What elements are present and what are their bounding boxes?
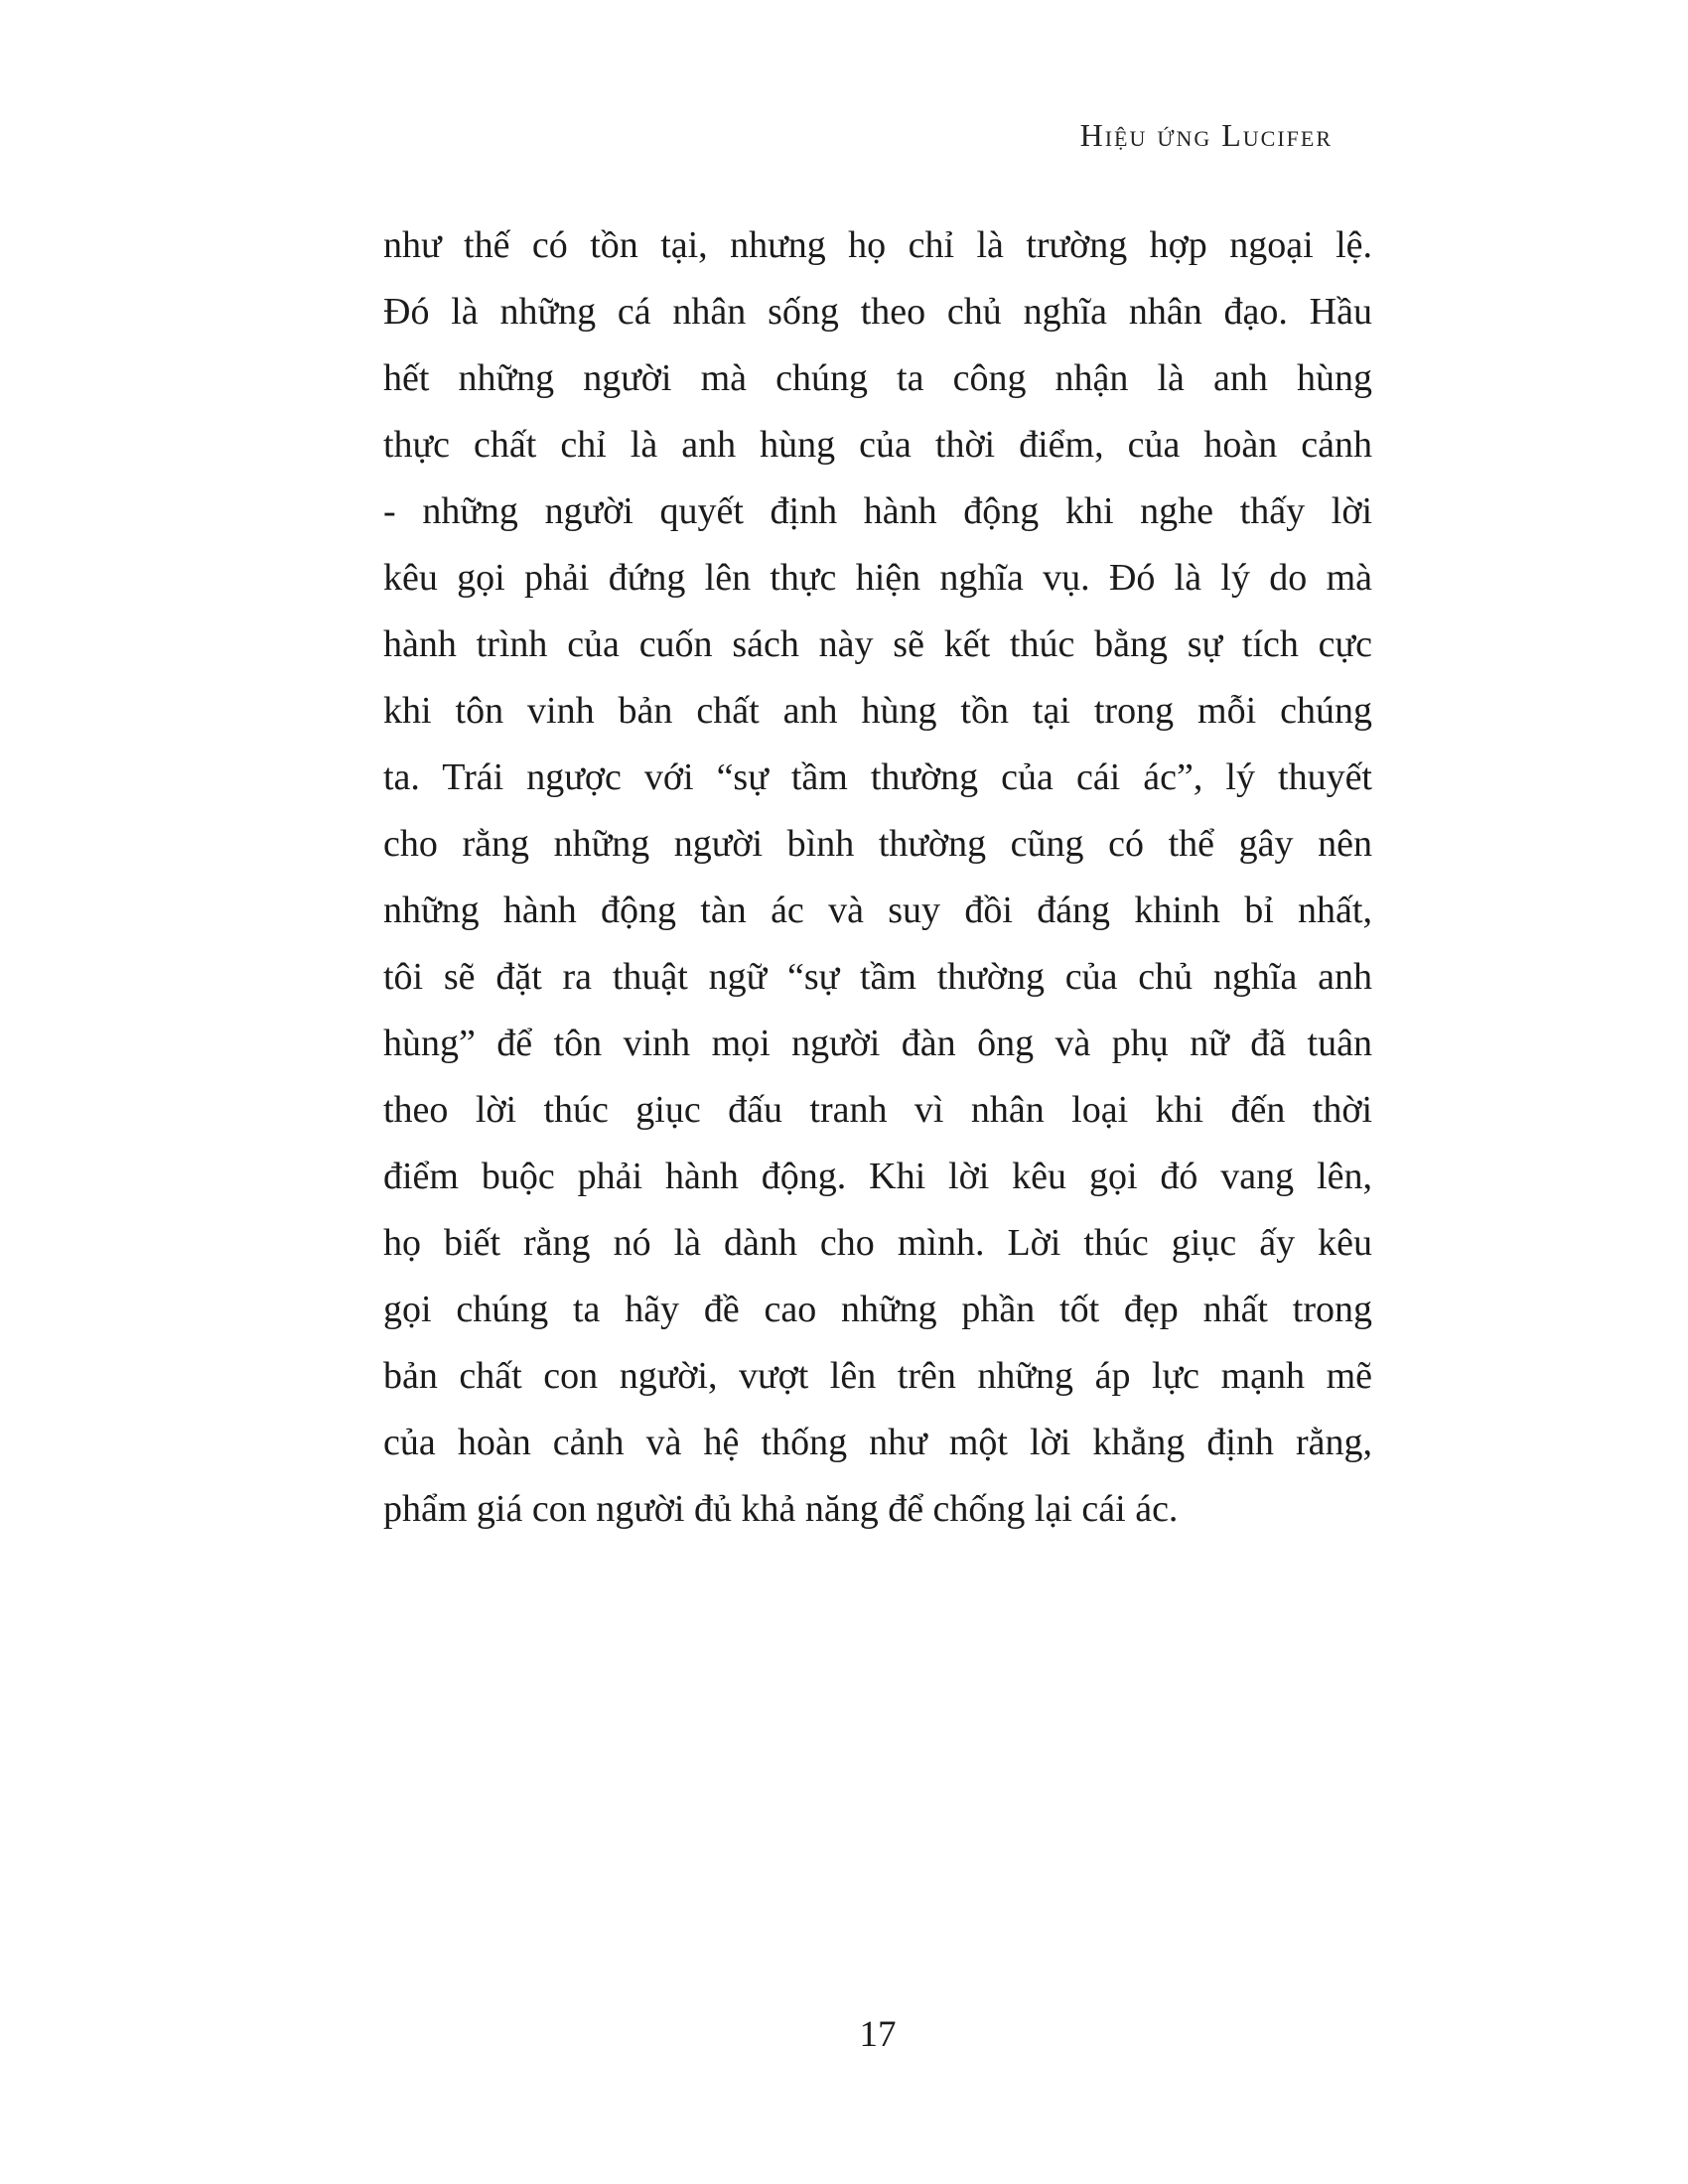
text-line: thực chất chỉ là anh hùng của thời điểm, của hoàn cảnh	[383, 424, 1372, 466]
body-paragraph	[383, 212, 1372, 1543]
text-line: cho rằng những người bình thường cũng có thể gây nên	[383, 823, 1372, 865]
text-line: như thế có tồn tại, nhưng họ chỉ là trường hợp ngoại lệ.	[383, 224, 1372, 266]
text-line: - những người quyết định hành động khi nghe thấy lời	[383, 490, 1372, 532]
text-line: phẩm giá con người đủ khả năng để chống lại cái ác.	[383, 1488, 1179, 1530]
text-line: hùng” để tôn vinh mọi người đàn ông và phụ nữ đã tuân	[383, 1023, 1372, 1064]
text-line: họ biết rằng nó là dành cho mình. Lời thúc giục ấy kêu	[383, 1222, 1372, 1264]
text-line: hành trình của cuốn sách này sẽ kết thúc bằng sự tích cực	[383, 623, 1372, 665]
text-line: gọi chúng ta hãy đề cao những phần tốt đẹp nhất trong	[383, 1289, 1372, 1330]
running-header: Hiệu ứng Lucifer	[1079, 117, 1333, 153]
text-line: của hoàn cảnh và hệ thống như một lời khẳng định rằng,	[383, 1422, 1372, 1463]
text-line: hết những người mà chúng ta công nhận là anh hùng	[383, 357, 1372, 399]
text-line: ta. Trái ngược với “sự tầm thường của cái ác”, lý thuyết	[383, 756, 1372, 798]
page-number: 17	[859, 2014, 897, 2055]
text-line: bản chất con người, vượt lên trên những áp lực mạnh mẽ	[383, 1355, 1372, 1397]
text-line: theo lời thúc giục đấu tranh vì nhân loại khi đến thời	[383, 1089, 1372, 1131]
text-line: kêu gọi phải đứng lên thực hiện nghĩa vụ. Đó là lý do mà	[383, 557, 1372, 599]
text-line: Đó là những cá nhân sống theo chủ nghĩa nhân đạo. Hầu	[383, 291, 1372, 333]
text-line: tôi sẽ đặt ra thuật ngữ “sự tầm thường của chủ nghĩa anh	[383, 956, 1372, 998]
text-line: những hành động tàn ác và suy đồi đáng khinh bỉ nhất,	[383, 889, 1372, 931]
text-line: điểm buộc phải hành động. Khi lời kêu gọi đó vang lên,	[383, 1156, 1372, 1197]
text-line: khi tôn vinh bản chất anh hùng tồn tại trong mỗi chúng	[383, 690, 1372, 732]
